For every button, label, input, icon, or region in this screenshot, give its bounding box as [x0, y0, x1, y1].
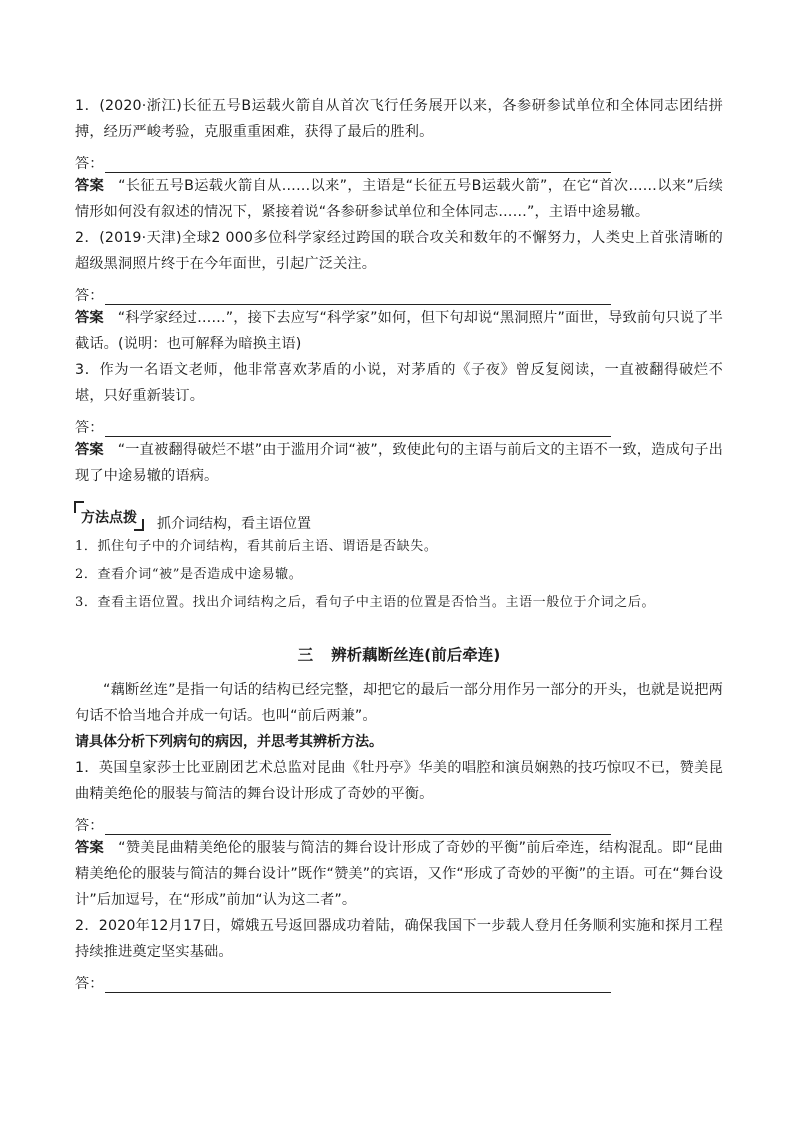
answer-blank[interactable] [105, 974, 611, 993]
answer-4 [75, 835, 723, 913]
answer-label: 答案 [75, 840, 105, 856]
document-page [75, 93, 723, 993]
question-5: 2．2020年12月17日，嫦娥五号返回器成功着陆，确保我国下一步载人登月任务顺利实施和探月工程持续推进奠定坚实基础。 [75, 918, 723, 960]
question-1: 1．(2020·浙江)长征五号B运载火箭自从首次飞行任务展开以来，各参研参试单位和全体同志团结拼搏，经历严峻考验，克服重重困难，获得了最后的胜利。 [75, 98, 723, 140]
answer-text: “赞美昆曲精美绝伦的服装与简洁的舞台设计形成了奇妙的平衡”前后牵连，结构混乱。即“昆曲精美绝伦的服装与简洁的舞台设计”既作“赞美”的宾语，又作“形成了奇妙的平衡”的主语。可在“舞台设计”后加逗号，在“形成”前加“认为这二者”。 [75, 840, 723, 908]
answer-text: “科学家经过……”，接下去应写“科学家”如何，但下句却说“黑洞照片”面世，导致前句只说了半截话。(说明：也可解释为暗换主语) [75, 310, 723, 352]
section-intro: “藕断丝连”是指一句话的结构已经完整，却把它的最后一部分用作另一部分的开头，也就是说把两句话不恰当地合并成一句话。也叫“前后两兼”。 [75, 682, 723, 724]
question-4: 1．英国皇家莎士比亚剧团艺术总监对昆曲《牡丹亭》华美的唱腔和演员娴熟的技巧惊叹不已，赞美昆曲精美绝伦的服装与简洁的舞台设计形成了奇妙的平衡。 [75, 760, 723, 802]
answer-text: “长征五号B运载火箭自从……以来”，主语是“长征五号B运载火箭”，在它“首次……以来”后续情形如何没有叙述的情况下，紧接着说“各参研参试单位和全体同志……”，主语中途易辙。 [75, 178, 723, 220]
answer-blank[interactable] [105, 286, 611, 305]
answer-prompt: 答： [75, 420, 104, 436]
answer-line-2[interactable] [75, 277, 723, 305]
answer-prompt: 答： [75, 288, 104, 304]
answer-prompt: 答： [75, 156, 104, 172]
answer-2 [75, 305, 723, 357]
section-instruction: 请具体分析下列病句的病因，并思考其辨析方法。 [75, 734, 383, 750]
answer-label: 答案 [75, 310, 104, 326]
method-title: 抓介词结构，看主语位置 [157, 516, 311, 532]
question-3: 3．作为一名语文老师，他非常喜欢茅盾的小说，对茅盾的《子夜》曾反复阅读，一直被翻得破烂不堪，只好重新装订。 [75, 362, 723, 404]
question-2: 2．(2019·天津)全球2 000多位科学家经过跨国的联合攻关和数年的不懈努力，人类史上首张清晰的超级黑洞照片终于在今年面世，引起广泛关注。 [75, 230, 723, 272]
answer-line-3[interactable] [75, 409, 723, 437]
answer-prompt: 答： [75, 818, 104, 834]
method-header [75, 499, 723, 532]
answer-blank[interactable] [105, 418, 611, 437]
method-tip-1: 1．抓住句子中的介词结构，看其前后主语、谓语是否缺失。 [75, 539, 438, 554]
answer-line-5[interactable] [75, 965, 723, 993]
answer-3 [75, 437, 723, 489]
answer-line-4[interactable] [75, 807, 723, 835]
answer-line-1[interactable] [75, 145, 723, 173]
section-number: 三 [297, 646, 314, 664]
answer-label: 答案 [75, 442, 104, 458]
section-title [75, 643, 723, 665]
answer-blank[interactable] [105, 816, 611, 835]
method-tag: 方法点拨 [75, 507, 143, 527]
method-tip-2: 2．查看介词“被”是否造成中途易辙。 [75, 567, 303, 582]
answer-text: “一直被翻得破烂不堪”由于滥用介词“被”，致使此句的主语与前后文的主语不一致，造成句子出现了中途易辙的语病。 [75, 442, 723, 484]
method-tip-3: 3．查看主语位置。找出介词结构之后，看句子中主语的位置是否恰当。主语一般位于介词之后。 [75, 595, 656, 610]
answer-prompt: 答： [75, 976, 104, 992]
answer-blank[interactable] [105, 154, 611, 173]
answer-label: 答案 [75, 178, 105, 194]
answer-1 [75, 173, 723, 225]
section-heading: 辨析藕断丝连(前后牵连) [331, 646, 501, 664]
